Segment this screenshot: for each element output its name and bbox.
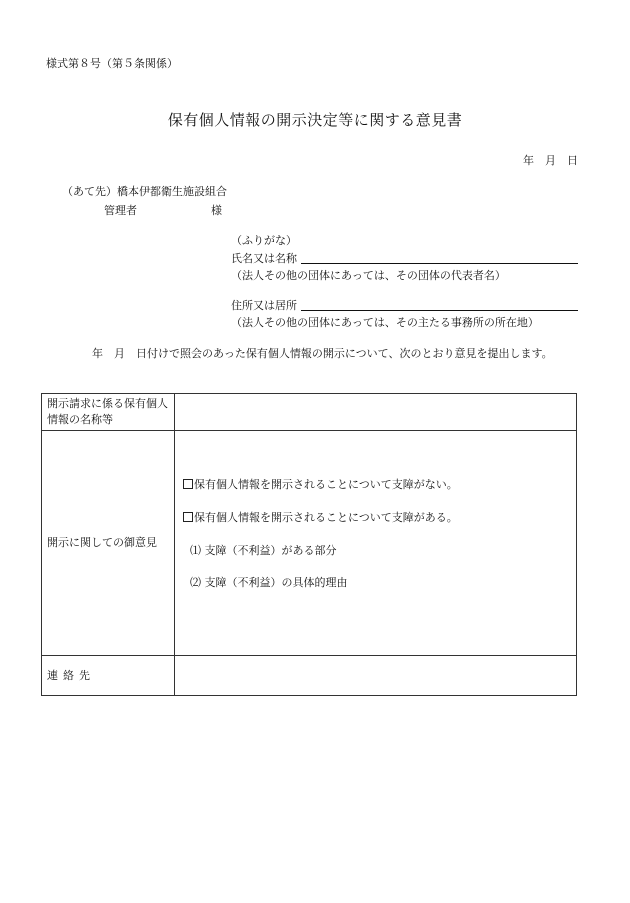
name-note: （法人その他の団体にあっては、その団体の代表者名） xyxy=(231,269,506,282)
sub-item-part: ⑴ 支障（不利益）がある部分 xyxy=(190,544,337,557)
name-underline[interactable] xyxy=(301,263,578,264)
manager-row xyxy=(104,202,222,218)
row1-value[interactable] xyxy=(175,394,577,431)
address-underline[interactable] xyxy=(301,310,578,311)
body-date-gap: 年 月 xyxy=(92,347,136,360)
sama-label: 様 xyxy=(211,204,222,217)
row1-label: 開示請求に係る保有個人情報の名称等 xyxy=(42,394,175,431)
furigana-label: （ふりがな） xyxy=(231,234,297,247)
addressee-line: （あて先）橋本伊都衛生施設組合 xyxy=(62,185,227,198)
document-title: 保有個人情報の開示決定等に関する意見書 xyxy=(167,111,463,129)
checkbox-icon[interactable] xyxy=(183,479,193,489)
date-line: 年 月 日 xyxy=(523,154,578,167)
body-paragraph xyxy=(46,346,586,362)
sub-item-reason: ⑵ 支障（不利益）の具体的理由 xyxy=(190,576,348,589)
address-label: 住所又は居所 xyxy=(231,299,297,312)
option-no-issue[interactable] xyxy=(183,476,458,492)
checkbox-icon[interactable] xyxy=(183,512,193,522)
option-has-issue[interactable] xyxy=(183,509,458,525)
option-has-issue-label: 保有個人情報を開示されることについて支障がある。 xyxy=(194,511,458,524)
row3-label: 連絡先 xyxy=(42,656,175,696)
form-number: 様式第８号（第５条関係） xyxy=(46,57,178,70)
body-text: 日付けで照会のあった保有個人情報の開示について、次のとおり意見を提出します。 xyxy=(136,347,553,360)
name-label: 氏名又は名称 xyxy=(231,252,297,265)
row3-value[interactable] xyxy=(175,656,577,696)
row2-label: 開示に関しての御意見 xyxy=(42,431,175,656)
table-row xyxy=(42,394,577,431)
manager-label: 管理者 xyxy=(104,204,137,217)
address-note: （法人その他の団体にあっては、その主たる事務所の所在地） xyxy=(231,316,539,329)
option-no-issue-label: 保有個人情報を開示されることについて支障がない。 xyxy=(194,478,458,491)
table-row xyxy=(42,656,577,696)
